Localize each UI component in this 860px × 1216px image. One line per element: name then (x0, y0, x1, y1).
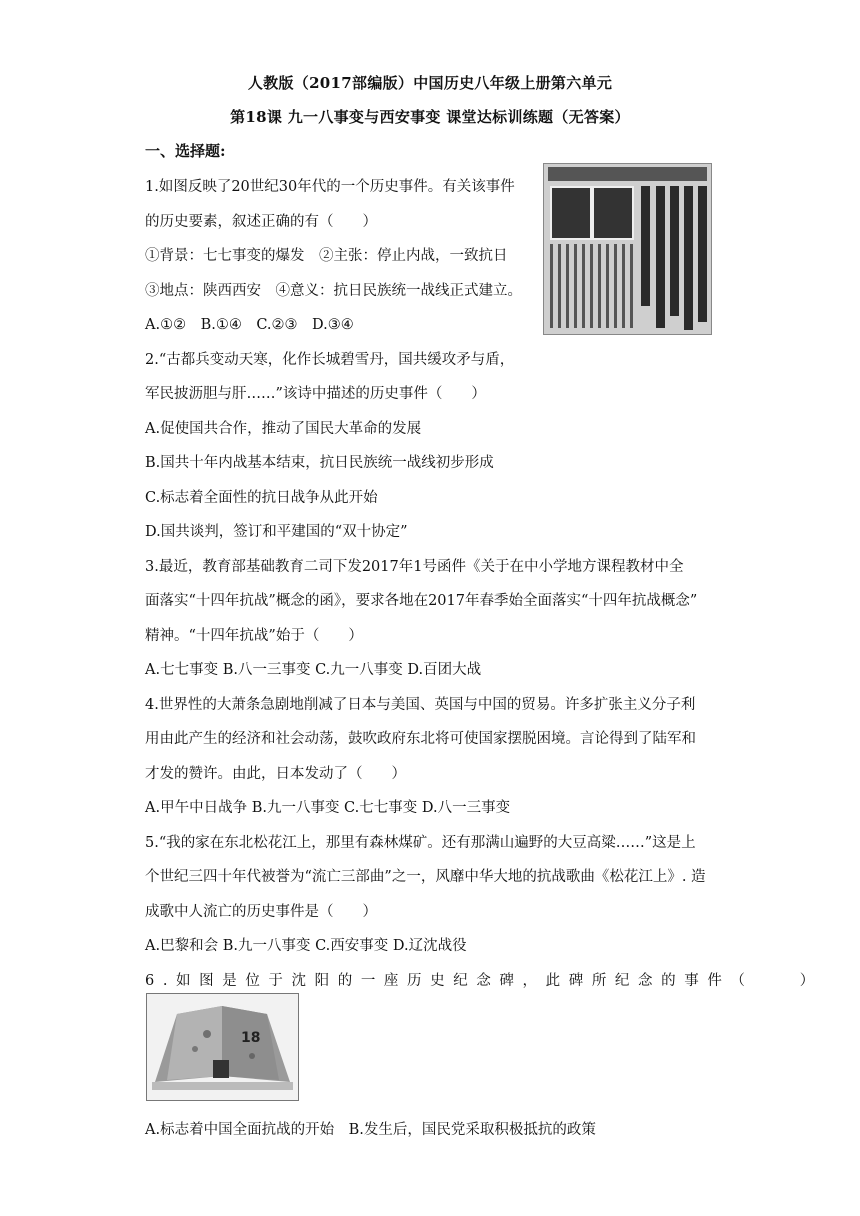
question-2-line: 2.“古都兵变动天寒，化作长城碧雪丹，国共缓攻矛与盾， (145, 351, 515, 368)
question-2-option-d: D.国共谈判，签订和平建国的“双十协定” (145, 524, 408, 540)
question-3-options: A.七七事变 B.八一三事变 C.九一八事变 D.百团大战 (145, 662, 482, 678)
document-subtitle: 第18课 九一八事变与西安事变 课堂达标训练题（无答案） (230, 108, 630, 126)
question-3-line: 精神。“十四年抗战”始于（ ） (145, 627, 363, 644)
question-2-option-c: C.标志着全面性的抗日战争从此开始 (145, 489, 378, 506)
question-5-line: 成歌中人流亡的历史事件是（ ） (145, 903, 377, 920)
question-5-options: A.巴黎和会 B.九一八事变 C.西安事变 D.辽沈战役 (145, 938, 467, 954)
question-5-line: 5.“我的家在东北松花江上，那里有森林煤矿。还有那满山遍野的大豆高粱……”这是上 (145, 834, 696, 851)
question-2-line: 军民披沥胆与肝……”该诗中描述的历史事件（ ） (145, 386, 486, 402)
question-2-option-b: B.国共十年内战基本结束，抗日民族统一战线初步形成 (145, 455, 494, 471)
question-6-options: A.标志着中国全面抗战的开始 B.发生后，国民党采取积极抵抗的政策 (145, 1122, 596, 1138)
question-1-line: ①背景：七七事变的爆发 ②主张：停止内战，一致抗日 (145, 248, 508, 264)
question-3-line: 3.最近，教育部基础教育二司下发2017年1号函件《关于在中小学地方课程教材中全 (145, 558, 684, 575)
question-3-line: 面落实“十四年抗战”概念的函》，要求各地在2017年春季始全面落实“十四年抗战概念” (145, 593, 698, 609)
question-4-line: 用由此产生的经济和社会动荡，鼓吹政府东北将可使国家摆脱困境。言论得到了陆军和 (145, 731, 696, 747)
question-1-line: 的历史要素，叙述正确的有（ ） (145, 213, 377, 230)
question-1-options: A.①② B.①④ C.②③ D.③④ (145, 317, 354, 333)
question-4-line: 4.世界性的大萧条急剧地削减了日本与美国、英国与中国的贸易。许多扩张主义分子利 (145, 696, 696, 713)
section-heading: 一、选择题: (145, 142, 226, 160)
document-title: 人教版（2017部编版）中国历史八年级上册第六单元 (247, 74, 613, 92)
question-4-line: 才发的赞许。由此，日本发动了（ ） (145, 765, 406, 782)
question-1-line: 1.如图反映了20世纪30年代的一个历史事件。有关该事件 (145, 179, 515, 195)
question-4-options: A.甲午中日战争 B.九一八事变 C.七七事变 D.八一三事变 (145, 800, 511, 816)
question-1-line: ③地点：陕西西安 ④意义：抗日民族统一战线正式建立。 (145, 282, 522, 299)
monument-number: 18 (241, 1030, 261, 1046)
question-2-option-a: A.促使国共合作，推动了国民大革命的发展 (145, 420, 422, 437)
question-list (145, 170, 823, 998)
question-6-line: 6.如图是位于沈阳的一座历史纪念碑，此碑所纪念的事件（ ） (145, 972, 823, 989)
monument-image (146, 993, 299, 1101)
question-5-line: 个世纪三四十年代被誉为“流亡三部曲”之一，风靡中华大地的抗战歌曲《松花江上》. 造 (145, 869, 706, 885)
